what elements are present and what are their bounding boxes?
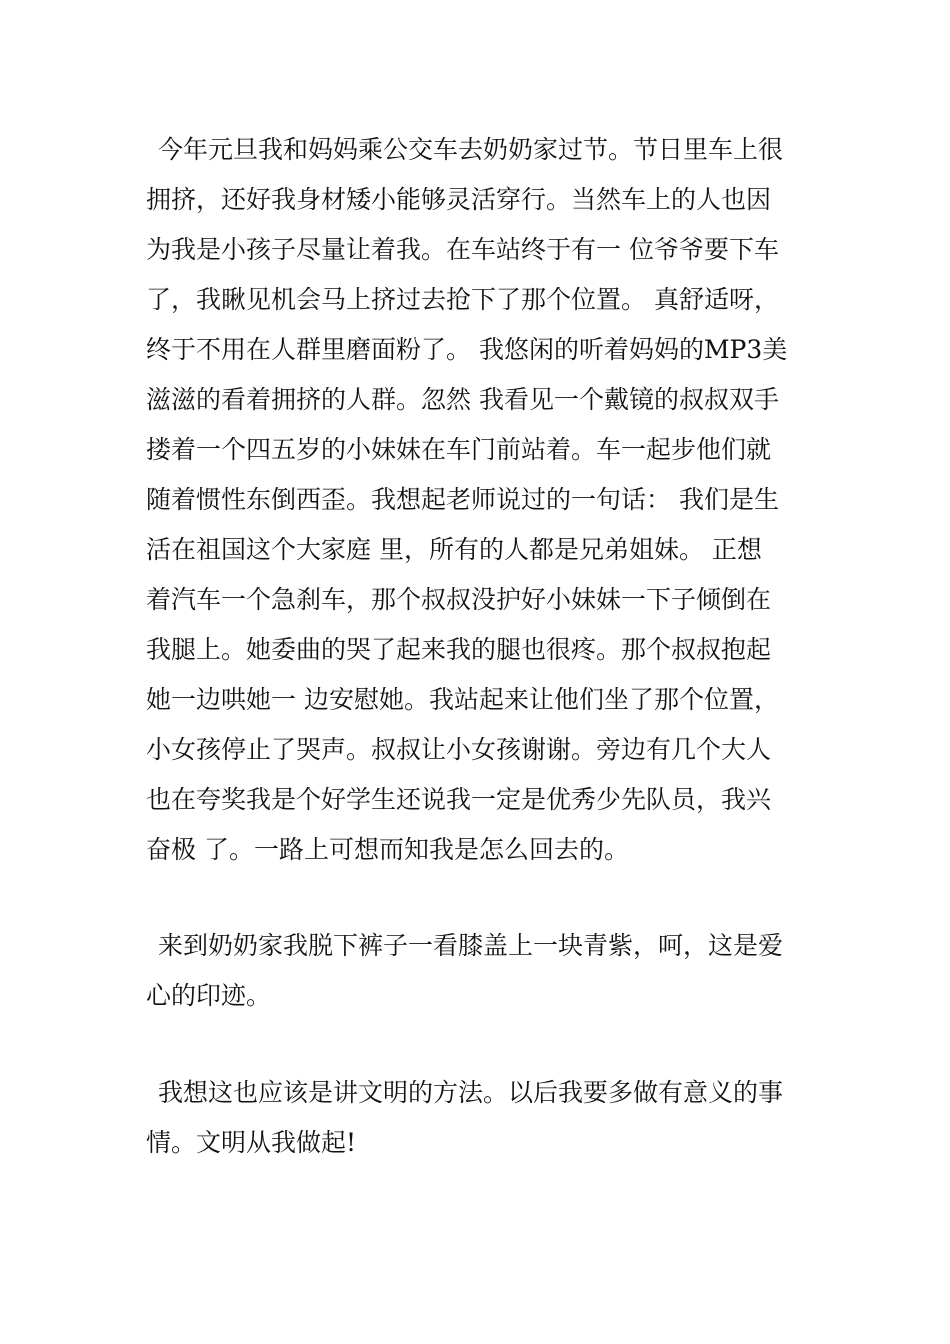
paragraph-line: 奋极 了。一路上可想而知我是怎么回去的。 (146, 835, 629, 864)
paragraph-line: 心的印迹。 (146, 981, 272, 1010)
paragraph-line: 终于不用在人群里磨面粉了。 我悠闲的听着妈妈的MP3美 (146, 335, 788, 364)
paragraph-line: 她一边哄她一 边安慰她。我站起来让他们坐了那个位置， (146, 685, 779, 714)
paragraph-line: 活在祖国这个大家庭 里，所有的人都是兄弟姐妹。 正想 (146, 535, 762, 564)
paragraph-line: 为我是小孩子尽量让着我。在车站终于有一 位爷爷要下车 (146, 235, 779, 264)
paragraph-line: 随着惯性东倒西歪。我想起老师说过的一句话： 我们是生 (146, 485, 779, 514)
paragraph-line: 小女孩停止了哭声。叔叔让小女孩谢谢。旁边有几个大人 (146, 735, 772, 764)
paragraph-line: 搂着一个四五岁的小妹妹在车门前站着。车一起步他们就 (146, 435, 772, 464)
paragraph-line: 我腿上。她委曲的哭了起来我的腿也很疼。那个叔叔抱起 (146, 635, 772, 664)
paragraph-line: 也在夸奖我是个好学生还说我一定是优秀少先队员，我兴 (146, 785, 772, 814)
paragraph-line: 着汽车一个急刹车，那个叔叔没护好小妹妹一下子倾倒在 (146, 585, 772, 614)
paragraph-line: 今年元旦我和妈妈乘公交车去奶奶家过节。节日里车上很 (158, 135, 784, 164)
paragraph-line: 来到奶奶家我脱下裤子一看膝盖上一块青紫，呵，这是爱 (158, 931, 784, 960)
paragraph-line: 我想这也应该是讲文明的方法。以后我要多做有意义的事 (158, 1078, 784, 1107)
paragraph-line: 拥挤，还好我身材矮小能够灵活穿行。当然车上的人也因 (146, 185, 772, 214)
paragraph-line: 情。文明从我做起! (146, 1128, 357, 1157)
paragraph-line: 了，我瞅见机会马上挤过去抢下了那个位置。 真舒适呀， (146, 285, 779, 314)
paragraph-line: 滋滋的看着拥挤的人群。忽然 我看见一个戴镜的叔叔双手 (146, 385, 779, 414)
